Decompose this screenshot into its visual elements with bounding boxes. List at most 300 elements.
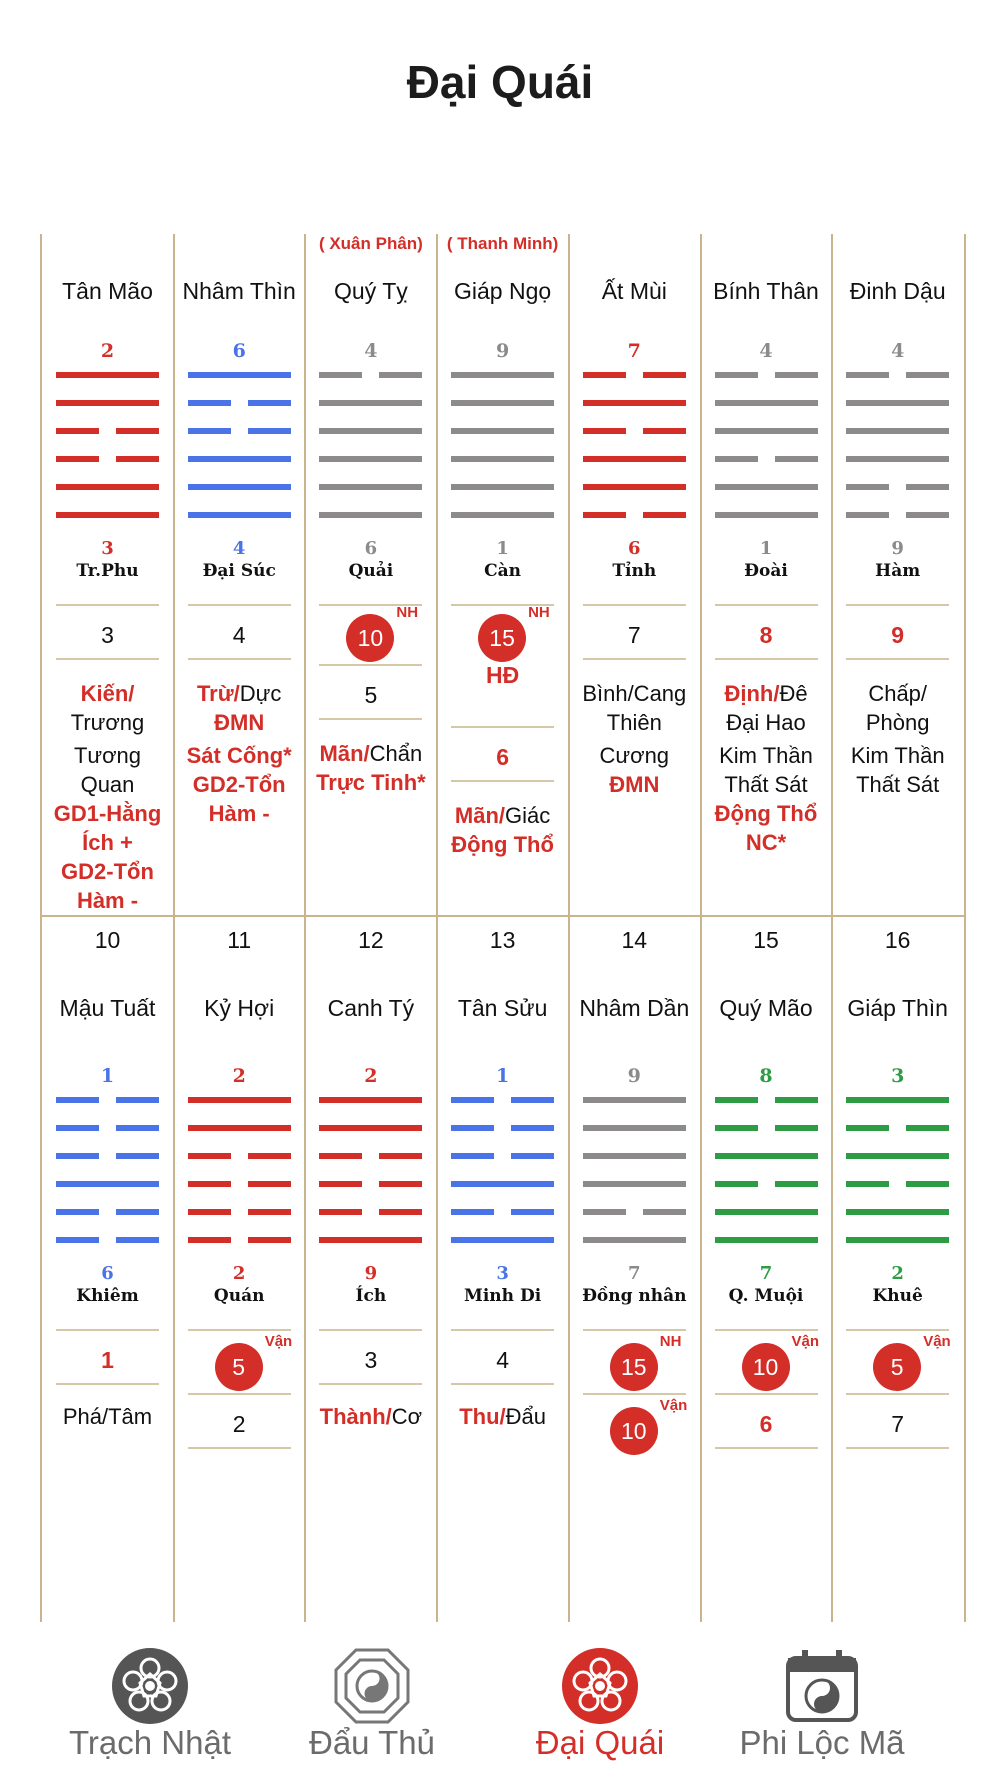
note-line — [44, 887, 171, 915]
note-line — [703, 829, 830, 857]
hexagram-bottom-number: 3 — [101, 538, 114, 559]
flower-badge-icon — [110, 1646, 190, 1726]
count-badge[interactable]: 10 — [742, 1343, 790, 1391]
line-segment — [511, 1125, 554, 1131]
tag-text: HĐ — [485, 662, 520, 688]
line-segment — [775, 1181, 818, 1187]
line-segment — [511, 1097, 554, 1103]
day-cell[interactable] — [305, 917, 436, 1622]
note-text: ĐMN — [214, 710, 265, 735]
nav-label: Phi Lộc Mã — [739, 1724, 905, 1761]
hexagram-line — [319, 1237, 422, 1243]
hexagram-line — [188, 1125, 291, 1131]
note-text: Tương — [73, 743, 142, 768]
note-text: Cương — [599, 743, 670, 768]
line-segment — [715, 456, 758, 462]
line-segment — [379, 1181, 422, 1187]
line-segment — [116, 1153, 159, 1159]
hexagram-line — [188, 484, 291, 490]
hexagram-line — [583, 1181, 686, 1187]
day-number: 10 — [94, 927, 121, 953]
solar-term-label: ( Xuân Phân) — [318, 234, 423, 253]
hexagram-line — [715, 400, 818, 406]
divider — [188, 604, 291, 606]
hexagram-name: Quán — [213, 1286, 265, 1306]
hexagram-line — [715, 1237, 818, 1243]
note-text: Mãn/ — [454, 803, 506, 828]
note-line — [307, 1403, 434, 1431]
line-segment — [846, 1181, 889, 1187]
hexagram-line — [188, 400, 291, 406]
line-segment — [906, 1181, 949, 1187]
note-line — [703, 680, 830, 708]
divider — [846, 658, 949, 660]
note-text: GD2-Tổn — [61, 859, 154, 884]
line-segment — [451, 1153, 494, 1159]
day-cell[interactable] — [174, 917, 305, 1622]
calendar-yinyang-icon — [782, 1646, 862, 1726]
note-text: Đẩu — [505, 1404, 546, 1429]
day-name: Bính Thân — [713, 278, 819, 304]
nav-đại-quái[interactable] — [485, 1622, 715, 1778]
divider — [319, 664, 422, 666]
hexagram-line — [56, 512, 159, 518]
hexagram-line — [583, 1097, 686, 1103]
hexagram-line — [846, 372, 949, 378]
divider — [846, 1329, 949, 1331]
line-segment — [379, 1153, 422, 1159]
note-line — [834, 709, 961, 737]
hexagram-line — [56, 1125, 159, 1131]
nav-phi-lộc-mã[interactable] — [707, 1622, 937, 1778]
line-segment — [511, 1153, 554, 1159]
hexagram-line — [846, 1125, 949, 1131]
hexagram-line — [188, 1097, 291, 1103]
line-segment — [846, 512, 889, 518]
hexagram-line — [56, 1181, 159, 1187]
hexagram-bottom-number: 1 — [759, 538, 773, 559]
hexagram-top-number: 4 — [759, 340, 773, 362]
note-line — [176, 742, 303, 770]
divider — [846, 604, 949, 606]
hexagram — [437, 340, 568, 581]
hexagram — [437, 1065, 568, 1306]
note-text: Thất Sát — [856, 772, 940, 797]
note-line — [439, 1403, 566, 1431]
count-badge[interactable]: 5 — [215, 1343, 263, 1391]
hexagram — [701, 1065, 832, 1306]
note-line — [44, 858, 171, 886]
hexagram-line — [583, 372, 686, 378]
note-text: Thành/ — [319, 1404, 392, 1429]
hexagram-top-number: 9 — [495, 340, 510, 362]
hexagram-bottom-number: 1 — [496, 538, 509, 559]
day-name: Đinh Dậu — [849, 278, 946, 304]
hexagram-bottom-number: 6 — [101, 1263, 114, 1284]
line-segment — [906, 372, 949, 378]
note-text: Hàm - — [208, 801, 270, 826]
hexagram-bottom-number: 4 — [232, 538, 246, 559]
hexagram — [305, 1065, 436, 1306]
hexagram-top-number: 2 — [364, 1065, 378, 1087]
hexagram-line — [451, 400, 554, 406]
hexagram-line — [846, 428, 949, 434]
divider — [715, 604, 818, 606]
note-text: Phòng — [865, 710, 930, 735]
hexagram-line — [188, 1153, 291, 1159]
day-value: 3 — [101, 622, 114, 648]
hexagram-bottom-number: 2 — [891, 1263, 904, 1284]
divider — [583, 658, 686, 660]
day-value: 8 — [759, 622, 773, 648]
day-cell[interactable] — [569, 234, 700, 914]
column-divider — [700, 234, 702, 1622]
hexagram-name: Q. Muội — [728, 1286, 804, 1306]
page-title: Đại Quái — [406, 56, 594, 108]
note-text: Kim Thần — [850, 743, 945, 768]
hexagram-bottom-number: 7 — [628, 1263, 641, 1284]
flower-badge-icon — [560, 1646, 640, 1726]
hexagram-line — [319, 1209, 422, 1215]
day-number: 14 — [621, 927, 648, 953]
line-segment — [56, 1209, 99, 1215]
divider — [319, 1383, 422, 1385]
hexagram-line — [846, 1181, 949, 1187]
column-divider — [304, 234, 306, 1622]
day-cell[interactable] — [832, 234, 963, 914]
line-segment — [715, 372, 758, 378]
divider — [715, 1393, 818, 1395]
day-number: 11 — [227, 927, 252, 953]
hexagram-top-number: 4 — [364, 340, 378, 362]
hexagram-line — [451, 428, 554, 434]
day-value: 5 — [364, 682, 378, 708]
hexagram-line — [451, 1237, 554, 1243]
nav-label: Đại Quái — [535, 1724, 665, 1761]
divider — [188, 1393, 291, 1395]
divider — [56, 1329, 159, 1331]
hexagram-name: Khiêm — [76, 1286, 139, 1306]
hexagram-line — [319, 1125, 422, 1131]
day-number: 16 — [884, 927, 911, 953]
divider — [319, 1329, 422, 1331]
note-text: Dực — [239, 681, 282, 706]
hexagram-bottom-number: 6 — [628, 538, 641, 559]
day-cell[interactable] — [42, 917, 173, 1622]
hexagram-line — [188, 1209, 291, 1215]
line-segment — [248, 400, 291, 406]
note-line — [703, 771, 830, 799]
hexagram — [569, 340, 700, 581]
nav-trạch-nhật[interactable] — [35, 1622, 265, 1778]
note-line — [571, 771, 698, 799]
line-segment — [248, 428, 291, 434]
hexagram — [305, 340, 436, 581]
hexagram-top-number: 1 — [495, 1065, 510, 1087]
hexagram-line — [846, 512, 949, 518]
hexagram-name: Đồng nhân — [582, 1286, 687, 1306]
calendar-grid[interactable] — [40, 234, 966, 1622]
note-text: Kiến/ — [80, 681, 135, 706]
day-value: 4 — [496, 1347, 509, 1373]
hexagram — [174, 340, 305, 581]
line-segment — [116, 1125, 159, 1131]
day-value: 2 — [232, 1411, 246, 1437]
day-name: Nhâm Thìn — [182, 278, 296, 304]
hexagram-top-number: 1 — [100, 1065, 115, 1087]
divider — [56, 604, 159, 606]
note-line — [44, 800, 171, 828]
divider — [188, 1447, 291, 1449]
day-name: Giáp Ngọ — [454, 278, 552, 304]
hexagram-name: Tr.Phu — [76, 561, 139, 581]
day-cell[interactable] — [832, 917, 963, 1622]
bagua-icon — [332, 1646, 412, 1726]
note-text: Chẩn — [369, 741, 423, 766]
note-line — [44, 742, 171, 770]
hexagram-top-number: 7 — [627, 340, 641, 362]
line-segment — [116, 1237, 159, 1243]
hexagram-name: Đoài — [744, 561, 788, 581]
hexagram-line — [319, 1153, 422, 1159]
hexagram-name: Quải — [348, 561, 394, 581]
count-badge[interactable]: 10 — [346, 614, 394, 662]
day-cell[interactable] — [437, 234, 568, 914]
note-text: Quan — [80, 772, 135, 797]
divider — [715, 1447, 818, 1449]
day-value: 6 — [759, 1411, 773, 1437]
hexagram-bottom-number: 9 — [364, 1263, 378, 1284]
hexagram-line — [451, 456, 554, 462]
hexagram-name: Minh Di — [464, 1286, 542, 1306]
column-divider — [173, 234, 175, 1622]
note-line — [703, 742, 830, 770]
hexagram-name: Khuê — [872, 1286, 923, 1306]
column-divider — [568, 234, 570, 1622]
count-badge[interactable]: 5 — [873, 1343, 921, 1391]
line-segment — [188, 1181, 231, 1187]
hexagram-bottom-number: 2 — [232, 1263, 246, 1284]
line-segment — [56, 1237, 99, 1243]
hexagram-line — [846, 484, 949, 490]
hexagram-line — [451, 372, 554, 378]
hexagram-line — [319, 400, 422, 406]
hexagram-bottom-number: 7 — [759, 1263, 773, 1284]
hexagram-line — [583, 1209, 686, 1215]
note-text: Chấp/ — [868, 681, 928, 706]
hexagram-line — [56, 400, 159, 406]
line-segment — [248, 1153, 291, 1159]
badge-label: Vận — [791, 1333, 820, 1350]
divider — [451, 1329, 554, 1331]
note-line — [571, 680, 698, 708]
line-segment — [116, 1097, 159, 1103]
hexagram-bottom-number: 3 — [496, 1263, 509, 1284]
day-cell[interactable] — [701, 917, 832, 1622]
note-line — [307, 740, 434, 768]
day-cell[interactable] — [305, 234, 436, 914]
note-text: GD1-Hằng — [53, 801, 162, 826]
divider — [451, 726, 554, 728]
hexagram-line — [451, 1125, 554, 1131]
note-line — [834, 742, 961, 770]
hexagram-name: Ích — [355, 1286, 387, 1306]
hexagram — [42, 340, 173, 581]
hexagram-line — [451, 1097, 554, 1103]
day-name: Canh Tý — [327, 995, 415, 1021]
day-cell[interactable] — [174, 234, 305, 914]
line-segment — [188, 1153, 231, 1159]
hexagram-line — [451, 1209, 554, 1215]
hexagram-line — [451, 512, 554, 518]
line-segment — [116, 1209, 159, 1215]
divider — [715, 1329, 818, 1331]
hexagram-line — [583, 484, 686, 490]
hexagram-top-number: 2 — [232, 1065, 246, 1087]
line-segment — [715, 1181, 758, 1187]
hexagram-line — [846, 400, 949, 406]
line-segment — [248, 1237, 291, 1243]
divider — [583, 1393, 686, 1395]
badge-label: Vận — [659, 1397, 688, 1414]
hexagram-line — [319, 484, 422, 490]
hexagram-top-number: 2 — [100, 340, 115, 362]
hexagram-line — [715, 1153, 818, 1159]
nav-đẩu-thủ[interactable] — [257, 1622, 487, 1778]
line-segment — [906, 484, 949, 490]
count-badge[interactable]: 15 — [610, 1343, 658, 1391]
day-cell[interactable] — [437, 917, 568, 1622]
hexagram-line — [846, 1153, 949, 1159]
line-segment — [643, 372, 686, 378]
day-cell[interactable] — [569, 917, 700, 1622]
hexagram-line — [583, 400, 686, 406]
note-text: Động Thổ — [714, 801, 818, 826]
divider — [56, 1383, 159, 1385]
line-segment — [846, 372, 889, 378]
note-text: Giác — [505, 803, 551, 828]
note-line — [439, 831, 566, 859]
line-segment — [775, 1125, 818, 1131]
line-segment — [846, 484, 889, 490]
note-line — [307, 769, 434, 797]
note-line — [176, 800, 303, 828]
line-segment — [116, 428, 159, 434]
solar-term-label: ( Thanh Minh) — [446, 234, 559, 253]
note-text: Động Thổ — [451, 832, 554, 857]
note-text: Cơ — [391, 1404, 423, 1429]
note-line — [703, 709, 830, 737]
line-segment — [715, 1125, 758, 1131]
line-segment — [56, 1153, 99, 1159]
hexagram-line — [715, 1125, 818, 1131]
hexagram-line — [188, 456, 291, 462]
day-number: 15 — [753, 927, 779, 953]
hexagram — [42, 1065, 173, 1306]
day-name: Nhâm Dần — [579, 995, 690, 1021]
note-line — [834, 771, 961, 799]
count-badge[interactable]: 15 — [478, 614, 526, 662]
note-text: NC* — [745, 830, 787, 855]
divider — [56, 658, 159, 660]
note-text: Thiên — [606, 710, 662, 735]
line-segment — [846, 1125, 889, 1131]
line-segment — [451, 1125, 494, 1131]
day-name: Tân Mão — [62, 278, 153, 304]
count-badge[interactable]: 10 — [610, 1407, 658, 1455]
day-value: 4 — [232, 622, 246, 648]
line-segment — [248, 1209, 291, 1215]
day-value: 6 — [496, 744, 509, 770]
day-name: Kỷ Hợi — [204, 995, 275, 1021]
bottom-nav — [0, 1622, 1000, 1778]
hexagram — [832, 1065, 963, 1306]
note-text: Ích + — [82, 830, 133, 855]
hexagram-line — [188, 1237, 291, 1243]
hexagram-line — [715, 372, 818, 378]
nav-label: Đẩu Thủ — [309, 1724, 435, 1761]
line-segment — [906, 512, 949, 518]
day-name: Ất Mùi — [601, 278, 667, 304]
note-text: Phá/Tâm — [62, 1404, 153, 1429]
hexagram-line — [188, 372, 291, 378]
day-cell[interactable] — [42, 234, 173, 914]
line-segment — [319, 1209, 362, 1215]
hexagram-top-number: 4 — [891, 340, 905, 362]
note-line — [571, 709, 698, 737]
line-segment — [56, 428, 99, 434]
hexagram-line — [846, 456, 949, 462]
note-line — [44, 829, 171, 857]
note-line — [571, 742, 698, 770]
hexagram-line — [715, 1209, 818, 1215]
hexagram-line — [715, 456, 818, 462]
note-line — [439, 802, 566, 830]
note-line — [834, 680, 961, 708]
day-number: 13 — [489, 927, 516, 953]
hexagram-line — [583, 428, 686, 434]
hexagram-line — [319, 428, 422, 434]
line-segment — [56, 456, 99, 462]
note-text: Thất Sát — [724, 772, 808, 797]
hexagram-top-number: 8 — [759, 1065, 773, 1087]
line-segment — [451, 1209, 494, 1215]
hexagram-name: Hàm — [875, 561, 921, 581]
hexagram-name: Càn — [484, 561, 522, 581]
day-cell[interactable] — [701, 234, 832, 914]
note-text: Đại Hao — [726, 710, 806, 735]
nav-label: Trạch Nhật — [68, 1724, 231, 1761]
divider — [715, 658, 818, 660]
note-line — [44, 1403, 171, 1431]
note-line — [44, 709, 171, 737]
hexagram-line — [319, 1097, 422, 1103]
line-segment — [188, 400, 231, 406]
divider — [846, 1447, 949, 1449]
hexagram-name: Đại Súc — [202, 561, 276, 581]
divider — [188, 658, 291, 660]
line-segment — [188, 1209, 231, 1215]
line-segment — [643, 1209, 686, 1215]
day-name: Mậu Tuất — [59, 995, 156, 1021]
hexagram-line — [319, 512, 422, 518]
hexagram — [569, 1065, 700, 1306]
day-number: 12 — [358, 927, 384, 953]
day-value: 9 — [891, 622, 905, 648]
hexagram-bottom-number: 6 — [364, 538, 378, 559]
note-text: GD2-Tổn — [192, 772, 286, 797]
hexagram — [174, 1065, 305, 1306]
